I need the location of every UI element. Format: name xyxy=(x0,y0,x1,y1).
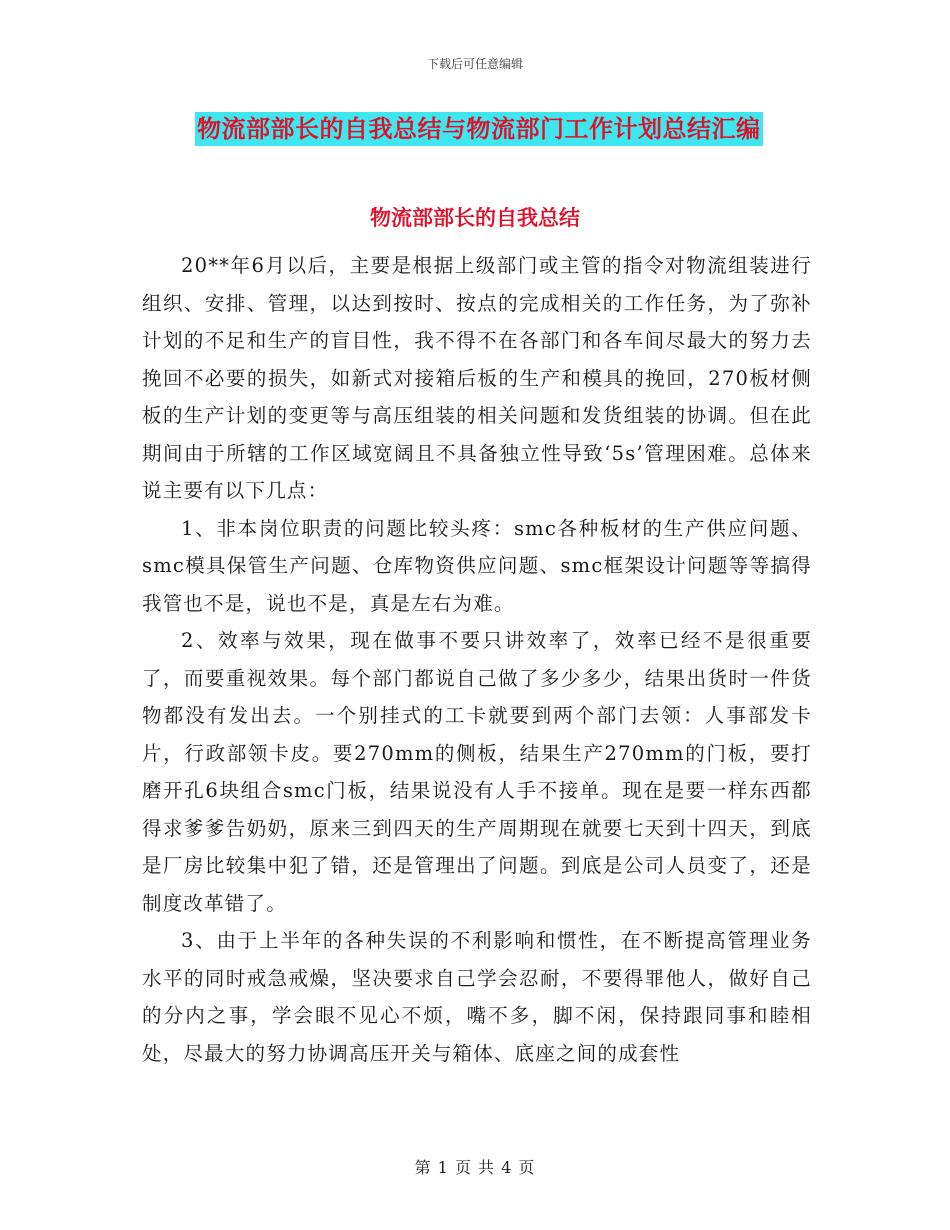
document-title: 物流部部长的自我总结与物流部门工作计划总结汇编 xyxy=(195,112,763,146)
section-title: 物流部部长的自我总结 xyxy=(370,205,580,230)
paragraph-point-1: 1、非本岗位职责的问题比较头疼：smc各种板材的生产供应问题、smc模具保管生产问题、仓库物资供应问题、smc框架设计问题等等搞得我管也不是，说也不是，真是左右为难。 xyxy=(142,516,812,615)
page-number: 第 1 页 共 4 页 xyxy=(414,1158,536,1177)
header-note: 下载后可任意编辑 xyxy=(426,57,523,71)
paragraph-point-2: 2、效率与效果，现在做事不要只讲效率了，效率已经不是很重要了，而要重视效果。每个部门都说自己做了多少多少，结果出货时一件货物都没有发出去。一个别挂式的工卡就要到两个部门去领：人事部发卡片，行政部领卡皮。要270mm的侧板，结果生产270mm的门板，要打磨开孔6块组合smc门板，结果说没有人手不接单。现在是要一样东西都得求爹爹告奶奶，原来三到四天的生产周期现在就要七天到十四天，到底是厂房比较集中犯了错，还是管理出了问题。到底是公司人员变了，还是制度改革错了。 xyxy=(142,629,812,915)
paragraph-point-3: 3、由于上半年的各种失误的不利影响和惯性，在不断提高管理业务水平的同时戒急戒燥，坚决要求自己学会忍耐，不要得罪他人，做好自己的分内之事，学会眼不见心不烦，嘴不多，脚不闲，保持跟同事和睦相处，尽最大的努力协调高压开关与箱体、底座之间的成套性 xyxy=(142,929,812,1065)
paragraph-intro: 20**年6月以后，主要是根据上级部门或主管的指令对物流组装进行组织、安排、管理，以达到按时、按点的完成相关的工作任务，为了弥补计划的不足和生产的盲目性，我不得不在各部门和各车间尽最大的努力去挽回不必要的损失，如新式对接箱后板的生产和模具的挽回，270板材侧板的生产计划的变更等与高压组装的相关问题和发货组装的协调。但在此期间由于所辖的工作区域宽阔且不具备独立性导致‘5s’管理困难。总体来说主要有以下几点： xyxy=(142,254,812,502)
body-text xyxy=(142,247,812,1072)
